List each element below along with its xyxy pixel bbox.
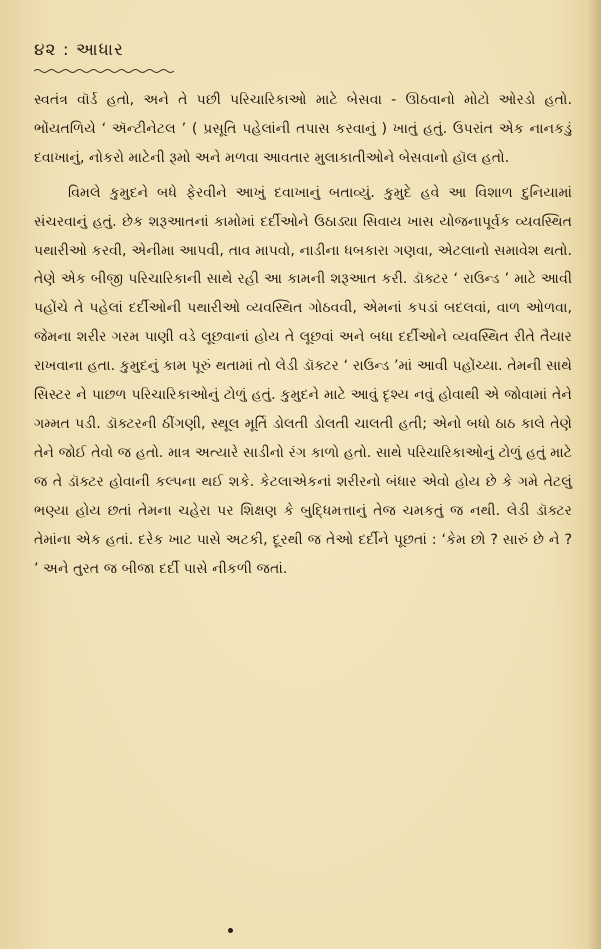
wavy-header-rule: [34, 68, 176, 74]
body-text: [34, 86, 572, 583]
paragraph-1: સ્વતંત્ર વૉર્ડ હતો, અને તે પછી પરિચારિકાઓ માટે બેસવા - ઊઠવાનો મોટો ઓરડો હતો. ભોંયતળિયે ‘ ઍન્ટીનેટલ ’ ( પ્રસૂતિ પહેલાંની તપાસ કરવાનું ) ખાતું હતું. ઉપરાંત એક નાનકડું દવાખાનું, નોકરો માટેની રૂમો અને મળવા આવતાર મુલાકાતીઓને બેસવાનો હૉલ હતો.: [34, 92, 572, 166]
paragraph-2: વિમલે કુમુદને બધે ફેરવીને આખું દવાખાનું બતાવ્યું. કુમુદે હવે આ વિશાળ દુનિયામાં સંચરવાનું હતું. છેક શરૂઆતનાં કામોમાં દર્દીઓને ઉઠાડ્યા સિવાય ખાસ યોજનાપૂર્વક વ્યવસ્થિત પથારીઓ કરવી, એનીમા આપવી, તાવ માપવો, નાડીના ધબકારા ગણવા, એટલાનો સમાવેશ થતો. તેણે એક બીજી પરિચારિકાની સાથે રહી આ કામની શરૂઆત કરી. ડૉક્ટર ‘ રાઉન્ડ ’ માટે આવી પહોંચે તે પહેલાં દર્દીઓની પથારીઓ વ્યવસ્થિત ગોઠવવી, એમનાં કપડાં બદલવાં, વાળ ઓળવા, જેમના શરીર ગરમ પાણી વડે લૂછવાનાં હોય તે લૂછવાં અને બધા દર્દીઓને વ્યવસ્થિત રીતે તૈયાર રાખવાના હતા. કુમુદનું કામ પૂરું થતામાં તો લેડી ડૉક્ટર ‘ રાઉન્ડ ’માં આવી પહોંચ્યા. તેમની સાથે સિસ્ટર ને પાછળ પરિચારિકાઓનું ટોળું હતું. કુમુદને માટે આવું દૃશ્ય નવું હોવાથી એ જોવામાં તેને ગમ્મત પડી. ડૉક્ટરની ઠીંગણી, સ્થૂલ મૂર્તિ ડોલતી ડોલતી ચાલતી હતી; એનો બધો ઠાઠ કાલે તેણે તેને જોઈ તેવો જ હતો. માત્ર અત્યારે સાડીનો રંગ કાળો હતો. સાથે પરિચારિકાઓનું ટોળું હતું માટે જ તે ડૉક્ટર હોવાની કલ્પના થઈ શકે. કેટલાએકનાં શરીરનો બંધાર એવો હોય છે કે ગમે તેટલું ભણ્યા હોય છતાં તેમના ચહેરા પર શિક્ષણ કે બુદ્ધિમત્તાનું તેજ ચમકતું જ નથી. લેડી ડૉક્ટર તેમાંના એક હતાં. દરેક ખાટ પાસે અટકી, દૂરથી જ તેઓ દર્દીને પૂછતાં : ‘કેમ છો ? સારું છે ને ? ’ અને તુરત જ બીજા દર્દી પાસે નીકળી જતાં.: [34, 184, 572, 577]
footer-mark: [228, 928, 233, 933]
page-header: ૪૨ : આધાર: [34, 40, 124, 60]
page-edge-shadow: [587, 0, 601, 949]
